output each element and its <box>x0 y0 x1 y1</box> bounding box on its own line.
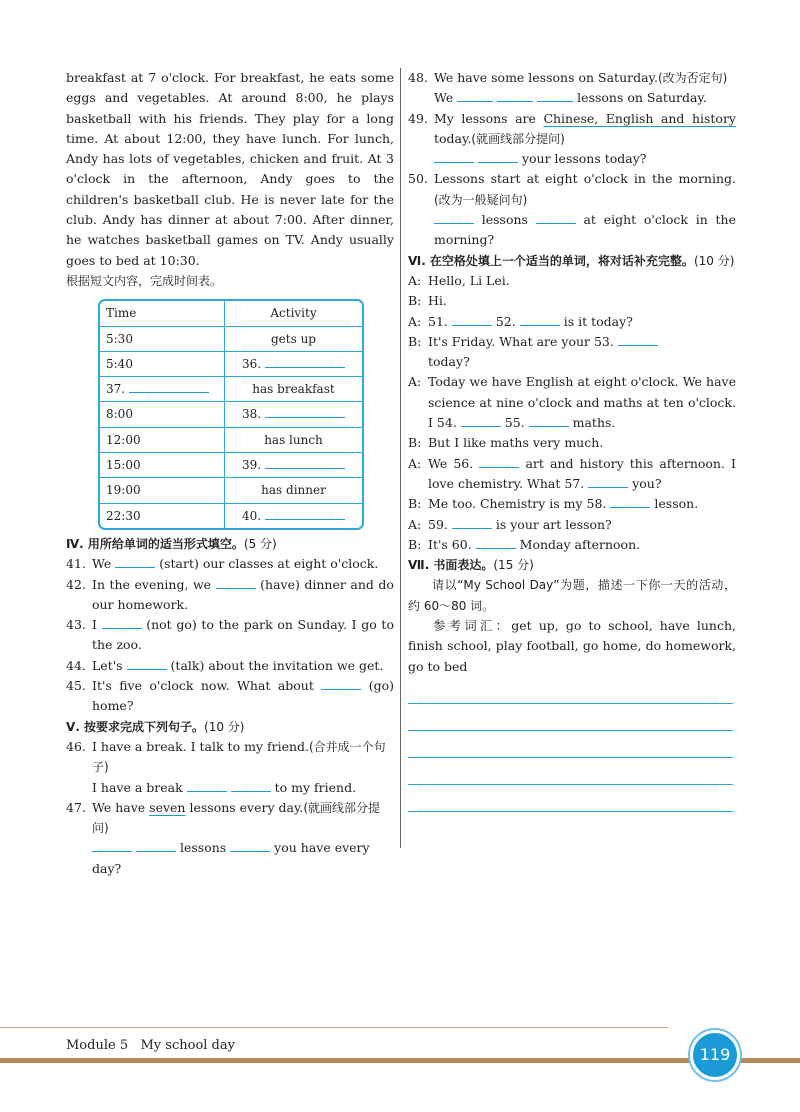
answer-blank-40[interactable] <box>265 507 345 520</box>
writing-vocab: 参考词汇：get up, go to school, have lunch, finish school, play football, go home, do homework, go to bed <box>408 618 736 674</box>
answer-blank-42[interactable] <box>216 576 256 589</box>
answer-blank-46a[interactable] <box>187 779 227 792</box>
time-cell <box>100 377 225 402</box>
table-header-row <box>100 301 362 326</box>
answer-blank-48b[interactable] <box>497 89 533 102</box>
time-cell: 19:00 <box>100 478 225 503</box>
question-47: 47. We have seven lessons every day.(就画线部分提问) <box>66 799 381 836</box>
activity-cell <box>225 351 363 376</box>
writing-line <box>408 730 733 731</box>
question-49: 49. My lessons are Chinese, English and history today.(就画线部分提问) <box>408 110 736 146</box>
answer-blank-60[interactable] <box>476 536 516 549</box>
answer-blank-41[interactable] <box>115 555 155 568</box>
table-row <box>100 326 362 351</box>
answer-blank-44[interactable] <box>127 657 167 670</box>
question-43: 43. I (not go) to the park on Sunday. I go to the zoo. <box>66 617 394 653</box>
header-time: Time <box>100 301 225 326</box>
question-number: 36. <box>242 356 262 371</box>
answer-line-48: We lessons on Saturday. <box>434 90 707 106</box>
dialogue-line: A: Hello, Li Lei. <box>408 272 510 288</box>
question-42: 42. In the evening, we (have) dinner and do our homework. <box>66 576 394 612</box>
question-41: 41. We (start) our classes at eight o'clock. <box>66 556 379 572</box>
activity-cell <box>225 503 363 528</box>
answer-blank-50a[interactable] <box>434 211 474 224</box>
answer-line-46: I have a break to my friend. <box>92 779 357 795</box>
answer-blank-47b[interactable] <box>136 839 176 852</box>
dialogue-line: B: Me too. Chemistry is my 58. lesson. <box>408 496 699 512</box>
question-44: 44. Let's (talk) about the invitation we get. <box>66 657 384 673</box>
answer-blank-43[interactable] <box>102 616 142 629</box>
answer-blank-48a[interactable] <box>457 89 493 102</box>
writing-area[interactable] <box>408 703 736 812</box>
section-6-title: Ⅵ. 在空格处填上一个适当的单词，将对话补充完整。(10 分) <box>408 253 735 268</box>
answer-blank-36[interactable] <box>265 355 345 368</box>
question-46: 46. I have a break. I talk to my friend.(合并成一个句子) <box>66 738 386 775</box>
page-number-badge: 119 <box>690 1030 740 1080</box>
footer-rule <box>0 1027 668 1028</box>
reading-passage: breakfast at 7 o'clock. For breakfast, he eats some eggs and vegetables. At around 8:00, he plays basketball with his friends. They play for a long time. At about 12:00, they have lunch. For lunch, Andy has lots of vegetables, chicken and fruit. At 3 o'clock in the afternoon, Andy goes to the children's basketball club. He is never late for the club. Andy has dinner at about 7:00. After dinner, he watches basketball games on TV. Andy usually goes to bed at 10:30. <box>66 70 394 268</box>
answer-blank-55[interactable] <box>529 414 569 427</box>
table-row <box>100 503 362 528</box>
table-row <box>100 402 362 427</box>
answer-line-49: your lessons today? <box>408 149 736 169</box>
writing-prompt: 请以“My School Day”为题，描述一下你一天的活动，约 60～80 词。 <box>408 578 736 613</box>
right-column <box>408 68 736 812</box>
writing-line <box>408 784 733 785</box>
answer-blank-49b[interactable] <box>478 150 518 163</box>
question-45: 45. It's five o'clock now. What about (go) home? <box>66 678 394 714</box>
left-column <box>66 68 394 879</box>
table-row <box>100 478 362 503</box>
answer-blank-49a[interactable] <box>434 150 474 163</box>
answer-blank-53[interactable] <box>618 333 658 346</box>
answer-blank-46b[interactable] <box>231 779 271 792</box>
table-row <box>100 377 362 402</box>
question-number: 37. <box>106 382 126 397</box>
activity-cell: has dinner <box>225 478 363 503</box>
answer-blank-50b[interactable] <box>536 211 576 224</box>
section-5-title: Ⅴ. 按要求完成下列句子。(10 分) <box>66 719 245 734</box>
answer-blank-45[interactable] <box>321 677 361 690</box>
dialogue-line: B: It's 60. Monday afternoon. <box>408 536 641 552</box>
question-50: 50. Lessons start at eight o'clock in the morning.(改为一般疑问句) <box>408 171 736 207</box>
activity-cell <box>225 453 363 478</box>
answer-blank-51[interactable] <box>452 313 492 326</box>
dialogue-line: B: Hi. <box>408 293 447 309</box>
section-4-title: Ⅳ. 用所给单词的适当形式填空。(5 分) <box>66 536 277 551</box>
writing-line <box>408 811 733 812</box>
header-activity: Activity <box>225 301 363 326</box>
timetable <box>98 299 364 530</box>
table-instruction: 根据短文内容，完成时间表。 <box>66 273 223 288</box>
time-cell: 8:00 <box>100 402 225 427</box>
question-number: 39. <box>242 458 262 473</box>
answer-blank-47a[interactable] <box>92 839 132 852</box>
answer-blank-57[interactable] <box>588 475 628 488</box>
answer-blank-37[interactable] <box>129 380 209 393</box>
dialogue-line: A: 59. is your art lesson? <box>408 516 612 532</box>
answer-blank-38[interactable] <box>265 405 345 418</box>
answer-blank-59[interactable] <box>452 516 492 529</box>
dialogue-line: B: But I like maths very much. <box>408 435 604 451</box>
activity-cell: has breakfast <box>225 377 363 402</box>
writing-line <box>408 703 733 704</box>
time-cell: 12:00 <box>100 427 225 452</box>
activity-cell <box>225 402 363 427</box>
writing-line <box>408 757 733 758</box>
answer-blank-58[interactable] <box>610 495 650 508</box>
answer-blank-54[interactable] <box>461 414 501 427</box>
time-cell: 5:40 <box>100 351 225 376</box>
time-cell: 5:30 <box>100 326 225 351</box>
activity-cell: has lunch <box>225 427 363 452</box>
activity-cell: gets up <box>225 326 363 351</box>
table-row <box>100 351 362 376</box>
section-7-title: Ⅶ. 书面表达。(15 分) <box>408 558 534 573</box>
dialogue-line: A: 51. 52. is it today? <box>408 313 633 329</box>
column-divider <box>400 68 401 848</box>
dialogue-line: A: We 56. art and history this afternoon. I love chemistry. What 57. you? <box>408 455 736 491</box>
table-row <box>100 453 362 478</box>
question-number: 38. <box>242 407 262 422</box>
dialogue-line: B: It's Friday. What are your 53. today? <box>408 332 736 373</box>
answer-blank-48c[interactable] <box>537 89 573 102</box>
footer-module: Module 5 My school day <box>66 1038 235 1053</box>
time-cell: 22:30 <box>100 503 225 528</box>
question-number: 40. <box>242 508 262 523</box>
question-48: 48. We have some lessons on Saturday.(改为否定句) <box>408 70 728 85</box>
footer-bar <box>0 1058 800 1063</box>
answer-blank-47c[interactable] <box>230 839 270 852</box>
dialogue-line: A: Today we have English at eight o'clock. We have science at nine o'clock and maths at ten o'clock. I 54. 55. maths. <box>408 374 736 431</box>
table-row <box>100 427 362 452</box>
answer-line-47: lessons you have every day? <box>92 840 370 876</box>
time-cell: 15:00 <box>100 453 225 478</box>
answer-blank-39[interactable] <box>265 456 345 469</box>
answer-line-50: lessons at eight o'clock in the morning? <box>434 212 736 248</box>
answer-blank-56[interactable] <box>479 455 519 468</box>
answer-blank-52[interactable] <box>520 313 560 326</box>
